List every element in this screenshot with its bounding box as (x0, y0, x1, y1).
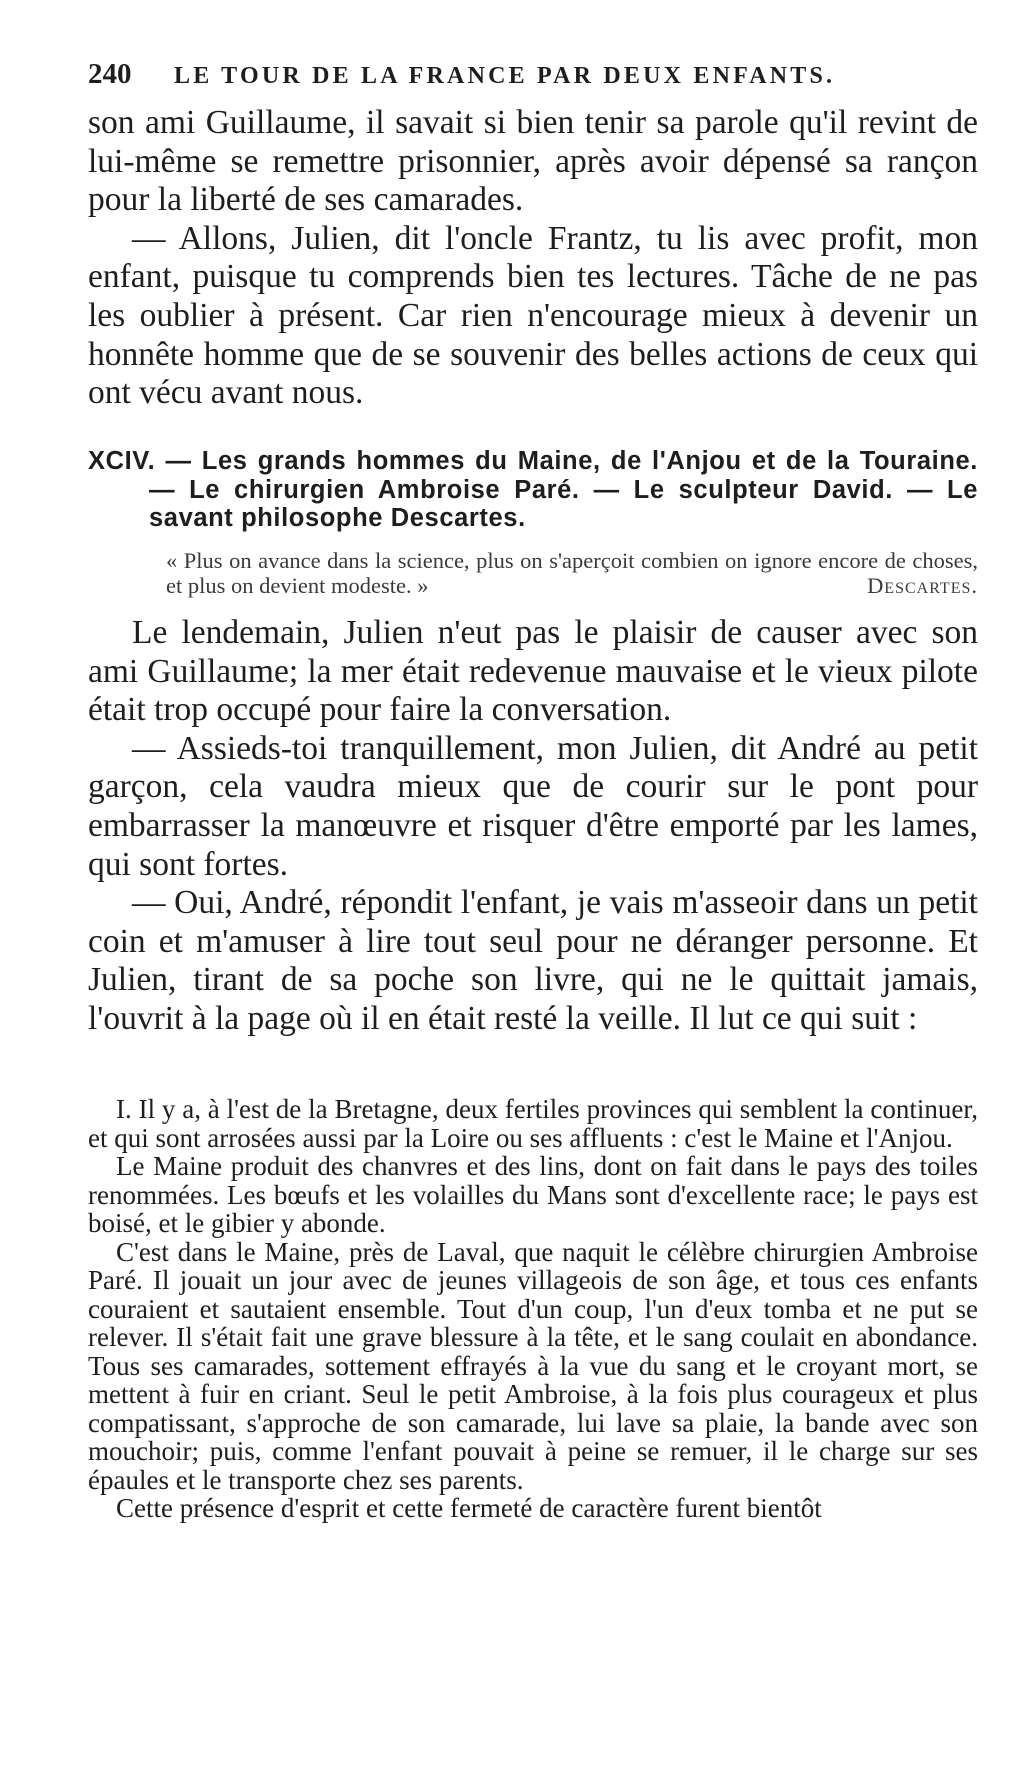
reading-excerpt (88, 1095, 978, 1523)
paragraph: — Allons, Julien, dit l'oncle Frantz, tu lis avec profit, mon enfant, puisque tu comprends bien tes lectures. Tâche de ne pas les oublier à présent. Car rien n'encourage mieux à devenir un honnête homme que de se souvenir des belles actions de ceux qui ont vécu avant nous. (88, 219, 978, 412)
paragraph: Le Maine produit des chanvres et des lins, dont on fait dans le pays des toiles renommées. Les bœufs et les volailles du Mans sont d'excellente race; le pays est boisé, et le gibier y abonde. (88, 1151, 978, 1238)
paragraph: Cette présence d'esprit et cette fermeté de caractère furent bientôt (116, 1493, 822, 1523)
narrative-text (88, 614, 978, 1039)
running-head: LE TOUR DE LA FRANCE PAR DEUX ENFANTS. (174, 63, 836, 89)
epigraph-author: Descartes. (867, 573, 978, 598)
chapter-heading: XCIV. — Les grands hommes du Maine, de l'Anjou et de la Touraine. — Le chirurgien Ambroise Paré. — Le sculpteur David. — Le savant philosophe Descartes. (88, 447, 978, 532)
epigraph (166, 548, 978, 598)
paragraph: son ami Guillaume, il savait si bien tenir sa parole qu'il revint de lui-même se remettre prisonnier, après avoir dépensé sa rançon pour la liberté de ses camarades. (88, 104, 978, 219)
page-number: 240 (88, 58, 132, 90)
epigraph-quote: « Plus on avance dans la science, plus on s'aperçoit combien on ignore encore de choses, et plus on devient modeste. » (166, 548, 978, 598)
paragraph: C'est dans le Maine, près de Laval, que naquit le célèbre chirurgien Ambroise Paré. Il jouait un jour avec de jeunes villageois de son âge, et tous ces enfants couraient et sautaient ensemble. Tout d'un coup, l'un d'eux tomba et ne put se relever. Il s'était fait une grave blessure à la tête, et le sang coulait en abondance. Tous ses camarades, sottement effrayés à la vue du sang et le croyant mort, se mettent à fuir en criant. Seul le petit Ambroise, à la fois plus courageux et plus compatissant, s'approche de son camarade, lui lave sa plaie, la bande avec son mouchoir; puis, comme l'enfant pouvait à peine se remuer, il le charge sur ses épaules et le transporte chez ses parents. (88, 1236, 978, 1495)
paragraph: Le lendemain, Julien n'eut pas le plaisir de causer avec son ami Guillaume; la mer était redevenue mauvaise et le vieux pilote était trop occupé pour faire la conversation. (88, 614, 978, 729)
paragraph: — Assieds-toi tranquillement, mon Julien, dit André au petit garçon, cela vaudra mieux que de courir sur le pont pour embarrasser la manœuvre et risquer d'être emporté par les lames, qui sont fortes. (88, 729, 978, 883)
paragraph: I. Il y a, à l'est de la Bretagne, deux fertiles provinces qui semblent la continuer, et qui sont arrosées aussi par la Loire ou ses affluents : c'est le Maine et l'Anjou. (88, 1094, 978, 1153)
page-header (88, 58, 978, 91)
continued-text (88, 104, 978, 413)
paragraph: — Oui, André, répondit l'enfant, je vais m'asseoir dans un petit coin et m'amuser à lire tout seul pour ne déranger personne. Et Julien, tirant de sa poche son livre, qui ne le quittait jamais, l'ouvrit à la page où il en était resté la veille. Il lut ce qui suit : (88, 884, 978, 1037)
